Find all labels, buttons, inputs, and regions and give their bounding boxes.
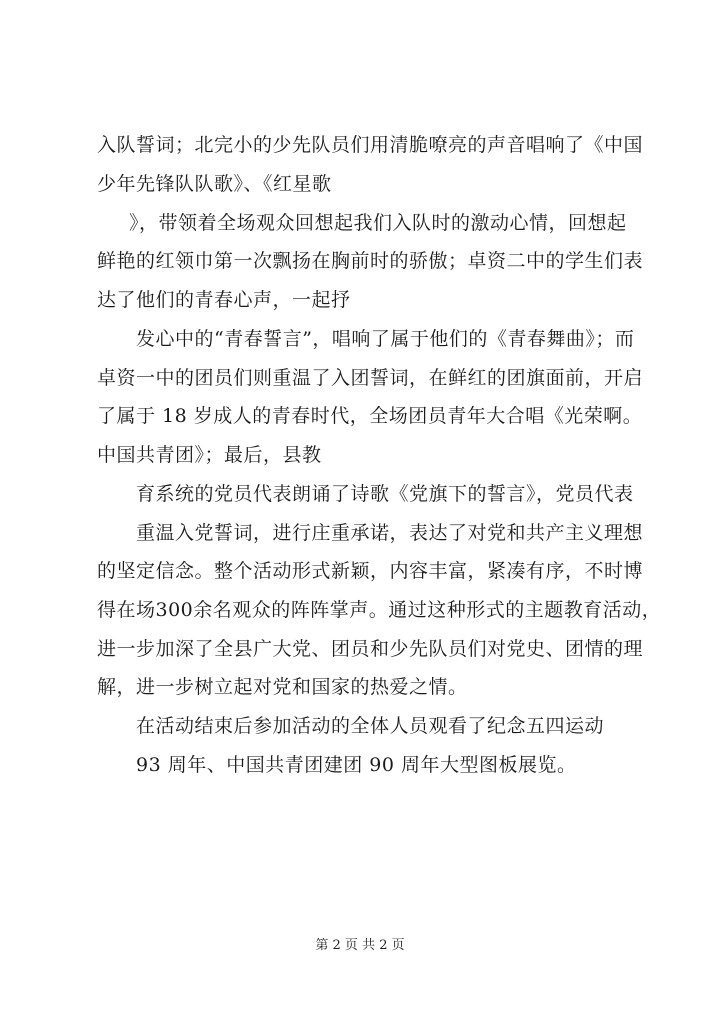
text-line: 达了他们的青春心声，一起抒 bbox=[97, 289, 351, 311]
text-line: 在活动结束后参加活动的全体人员观看了纪念五四运动 bbox=[136, 715, 605, 737]
text-line: 进一步加深了全县广大党、团员和少先队员们对党史、团情的理 bbox=[97, 638, 644, 660]
text-line: 的坚定信念。整个活动形式新颖，内容丰富，紧凑有序，不时博 bbox=[97, 560, 644, 582]
text-line: 少年先锋队队歌》、《红星歌 bbox=[97, 173, 332, 195]
text-line: 鲜艳的红领巾第一次飘扬在胸前时的骄傲；卓资二中的学生们表 bbox=[97, 250, 644, 272]
text-line: 中国共青团》；最后，县教 bbox=[97, 444, 322, 466]
page-number-footer: 第 2 页 共 2 页 bbox=[315, 938, 405, 953]
text-line: 93 周年、中国共青团建团 90 周年大型图板展览。 bbox=[136, 754, 577, 776]
text-line: 入队誓词；北完小的少先队员们用清脆嘹亮的声音唱响了《中国 bbox=[97, 134, 644, 156]
text-line: 解，进一步树立起对党和国家的热爱之情。 bbox=[97, 676, 468, 698]
text-line: 发心中的“青春誓言”，唱响了属于他们的《青春舞曲》；而 bbox=[136, 328, 635, 350]
text-line: 重温入党誓词，进行庄重承诺，表达了对党和共产主义理想 bbox=[136, 522, 644, 544]
text-line: 得在场300余名观众的阵阵掌声。通过这种形式的主题教育活动， bbox=[97, 599, 662, 621]
text-line: 卓资一中的团员们则重温了入团誓词，在鲜红的团旗面前，开启 bbox=[97, 367, 644, 389]
text-line: 育系统的党员代表朗诵了诗歌《党旗下的誓言》，党员代表 bbox=[136, 483, 634, 505]
text-line: 了属于 18 岁成人的青春时代，全场团员青年大合唱《光荣啊。 bbox=[97, 405, 643, 427]
text-line: 》，带领着全场观众回想起我们入队时的激动心情，回想起 bbox=[129, 212, 627, 234]
